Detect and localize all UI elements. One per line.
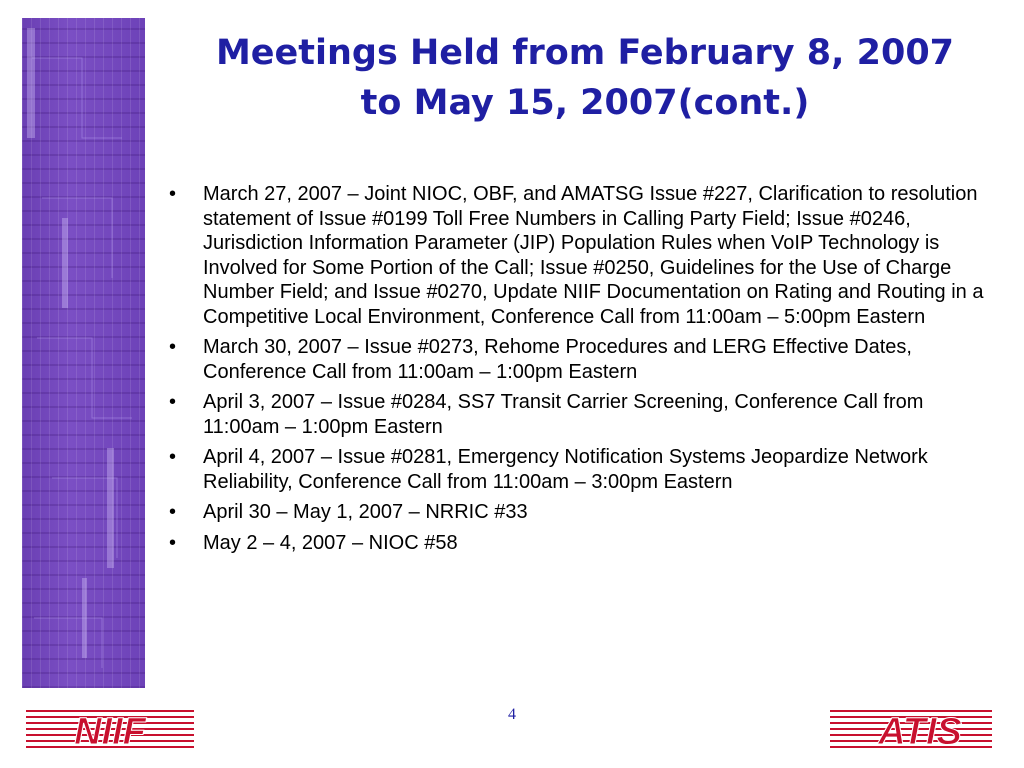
bullet-text: April 30 – May 1, 2007 – NRRIC #33 bbox=[203, 501, 528, 523]
bullet-icon: • bbox=[169, 336, 177, 358]
list-item bbox=[165, 445, 1000, 494]
list-item bbox=[165, 500, 1000, 525]
list-item bbox=[165, 182, 1000, 329]
bullet-text: April 3, 2007 – Issue #0284, SS7 Transit Carrier Screening, Conference Call from 11:00am – 1:00pm Eastern bbox=[203, 391, 924, 438]
atis-logo bbox=[830, 708, 992, 750]
slide-title bbox=[160, 28, 1010, 128]
niif-logo-text: NIIF bbox=[74, 711, 146, 750]
list-item bbox=[165, 335, 1000, 384]
decorative-side-band bbox=[22, 18, 145, 688]
title-line-2: to May 15, 2007(cont.) bbox=[360, 83, 810, 123]
title-line-1: Meetings Held from February 8, 2007 bbox=[215, 33, 955, 73]
circuit-pattern-icon bbox=[22, 18, 145, 688]
bullet-text: March 30, 2007 – Issue #0273, Rehome Procedures and LERG Effective Dates, Conference Call from 11:00am – 1:00pm Eastern bbox=[203, 336, 912, 383]
bullet-icon: • bbox=[169, 531, 177, 554]
bullet-list bbox=[165, 182, 1000, 561]
atis-logo-text: ATIS bbox=[878, 711, 962, 750]
bullet-text: April 4, 2007 – Issue #0281, Emergency Notification Systems Jeopardize Network Reliability, Conference Call from 11:00am – 3:00pm Eastern bbox=[203, 446, 928, 493]
page-number: 4 bbox=[508, 706, 516, 723]
bullet-icon: • bbox=[169, 183, 177, 205]
bullet-text: May 2 – 4, 2007 – NIOC #58 bbox=[203, 531, 458, 554]
list-item bbox=[165, 531, 1000, 556]
bullet-text: March 27, 2007 – Joint NIOC, OBF, and AMATSG Issue #227, Clarification to resolution statement of Issue #0199 Toll Free Numbers in Calling Party Field; Issue #0246, Jurisdiction Information Parameter (JIP) Population Rules when VoIP Technology is Involved for Some Portion of the Call; Issue #0250, Guidelines for the Use of Charge Number Field; and Issue #0270, Update NIIF Documentation on Rating and Routing in a Competitive Local Environment, Conference Call from 11:00am – 5:00pm Eastern bbox=[203, 183, 984, 328]
list-item bbox=[165, 390, 1000, 439]
bullet-icon: • bbox=[169, 446, 177, 468]
bullet-icon: • bbox=[169, 391, 177, 413]
bullet-icon: • bbox=[169, 501, 177, 523]
niif-logo bbox=[26, 708, 194, 750]
